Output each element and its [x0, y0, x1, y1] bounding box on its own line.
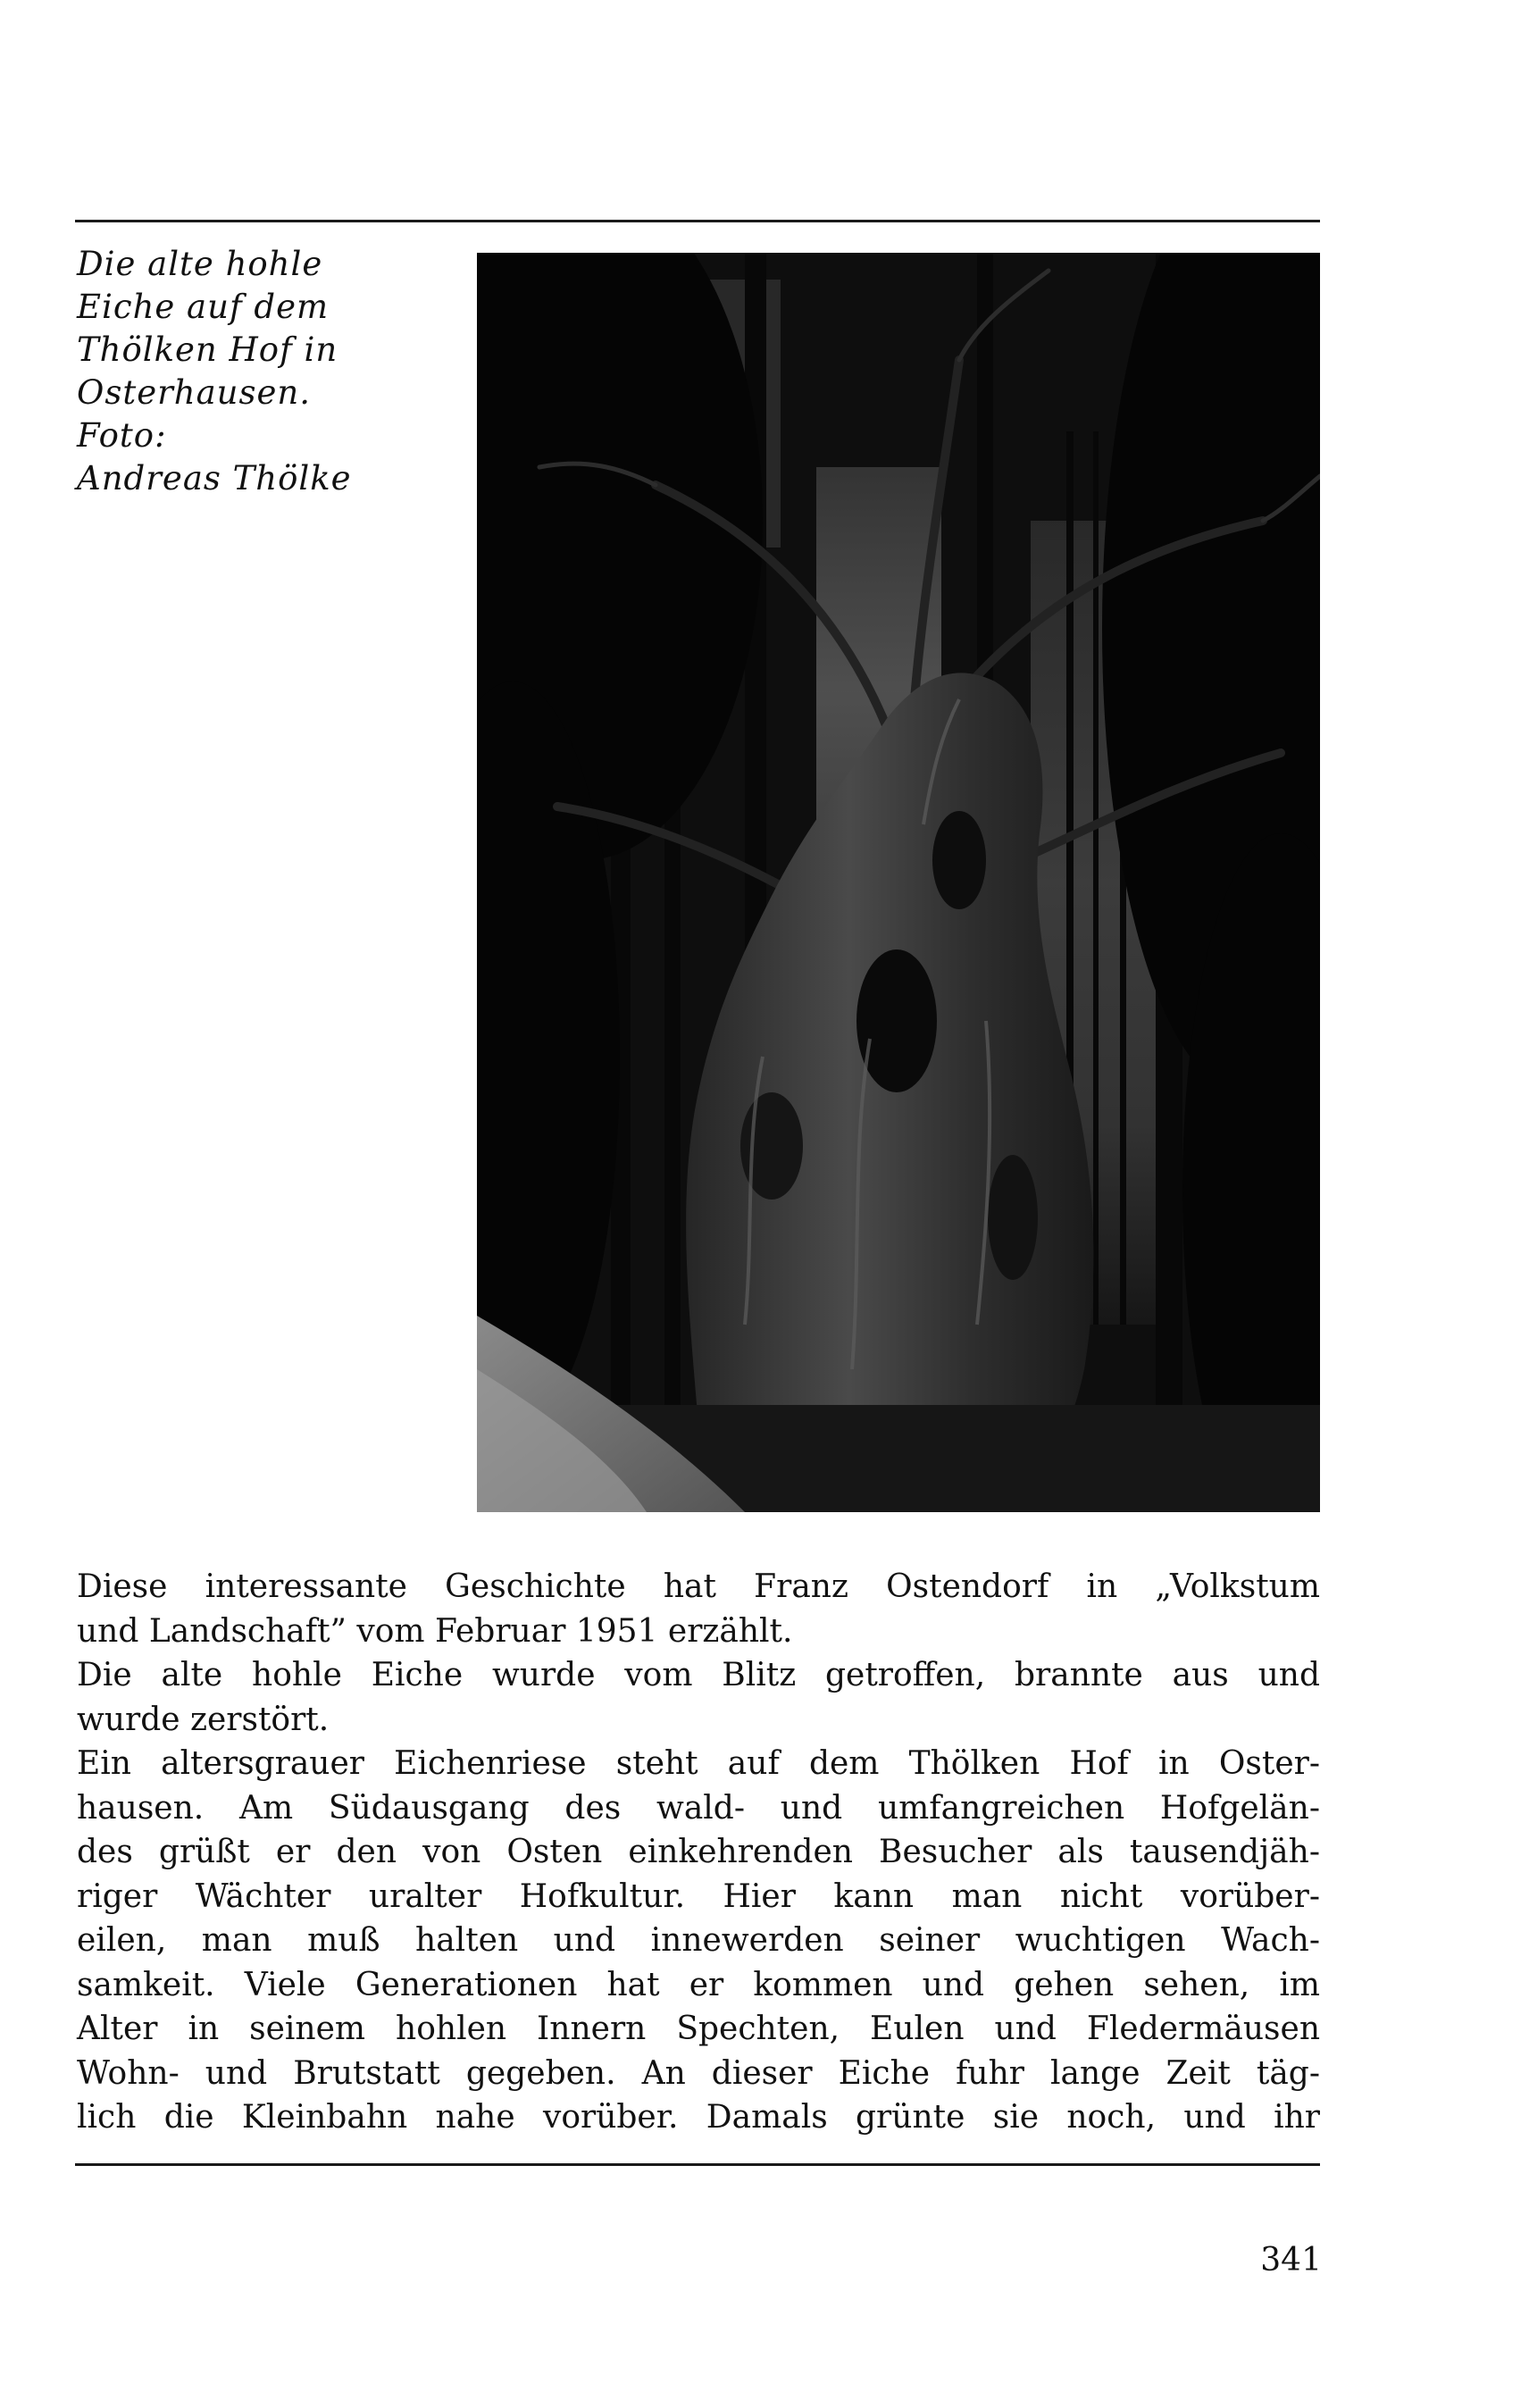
body-line: Die alte hohle Eiche wurde vom Blitz getroffen, brannte aus und: [77, 1657, 1320, 1693]
body-line: Ein altersgrauer Eichenriese steht auf dem Thölken Hof in Oster-: [77, 1745, 1320, 1782]
body-line: lich die Kleinbahn nahe vorüber. Damals grünte sie noch, und ihr: [77, 2099, 1320, 2136]
caption-line: Foto:: [77, 416, 167, 455]
body-line: Diese interessante Geschichte hat Franz Ostendorf in „Volkstum: [77, 1568, 1320, 1605]
body-line: eilen, man muß halten und innewerden seiner wuchtigen Wach-: [77, 1922, 1320, 1959]
body-line: samkeit. Viele Generationen hat er kommen und gehen sehen, im: [77, 1966, 1320, 2003]
oak-tree-photo-image: [477, 253, 1320, 1512]
body-line: wurde zerstört.: [77, 1701, 330, 1738]
body-line: hausen. Am Südausgang des wald- und umfangreichen Hofgelän-: [77, 1789, 1320, 1827]
body-line: und Landschaft” vom Februar 1951 erzählt.: [77, 1612, 793, 1650]
oak-tree-photo: [477, 253, 1320, 1512]
photo-caption: [77, 243, 443, 500]
body-line: riger Wächter uralter Hofkultur. Hier kann man nicht vorüber-: [77, 1877, 1320, 1915]
caption-line: Thölken Hof in: [77, 330, 338, 369]
caption-line: Andreas Thölke: [77, 459, 352, 497]
body-line: Alter in seinem hohlen Innern Spechten, Eulen und Fledermäusen: [77, 2011, 1320, 2047]
page-number: 341: [1260, 2242, 1322, 2278]
body-line: des grüßt er den von Osten einkehrenden Besucher als tausendjäh-: [77, 1834, 1320, 1870]
bottom-rule: [75, 2163, 1320, 2166]
caption-line: Osterhausen.: [77, 373, 311, 412]
body-line: Wohn- und Brutstatt gegeben. An dieser Eiche fuhr lange Zeit täg-: [77, 2054, 1320, 2092]
article-body: [77, 1565, 1320, 2140]
caption-line: Eiche auf dem: [77, 288, 330, 326]
caption-line: Die alte hohle: [77, 245, 323, 283]
top-rule: [75, 220, 1320, 222]
